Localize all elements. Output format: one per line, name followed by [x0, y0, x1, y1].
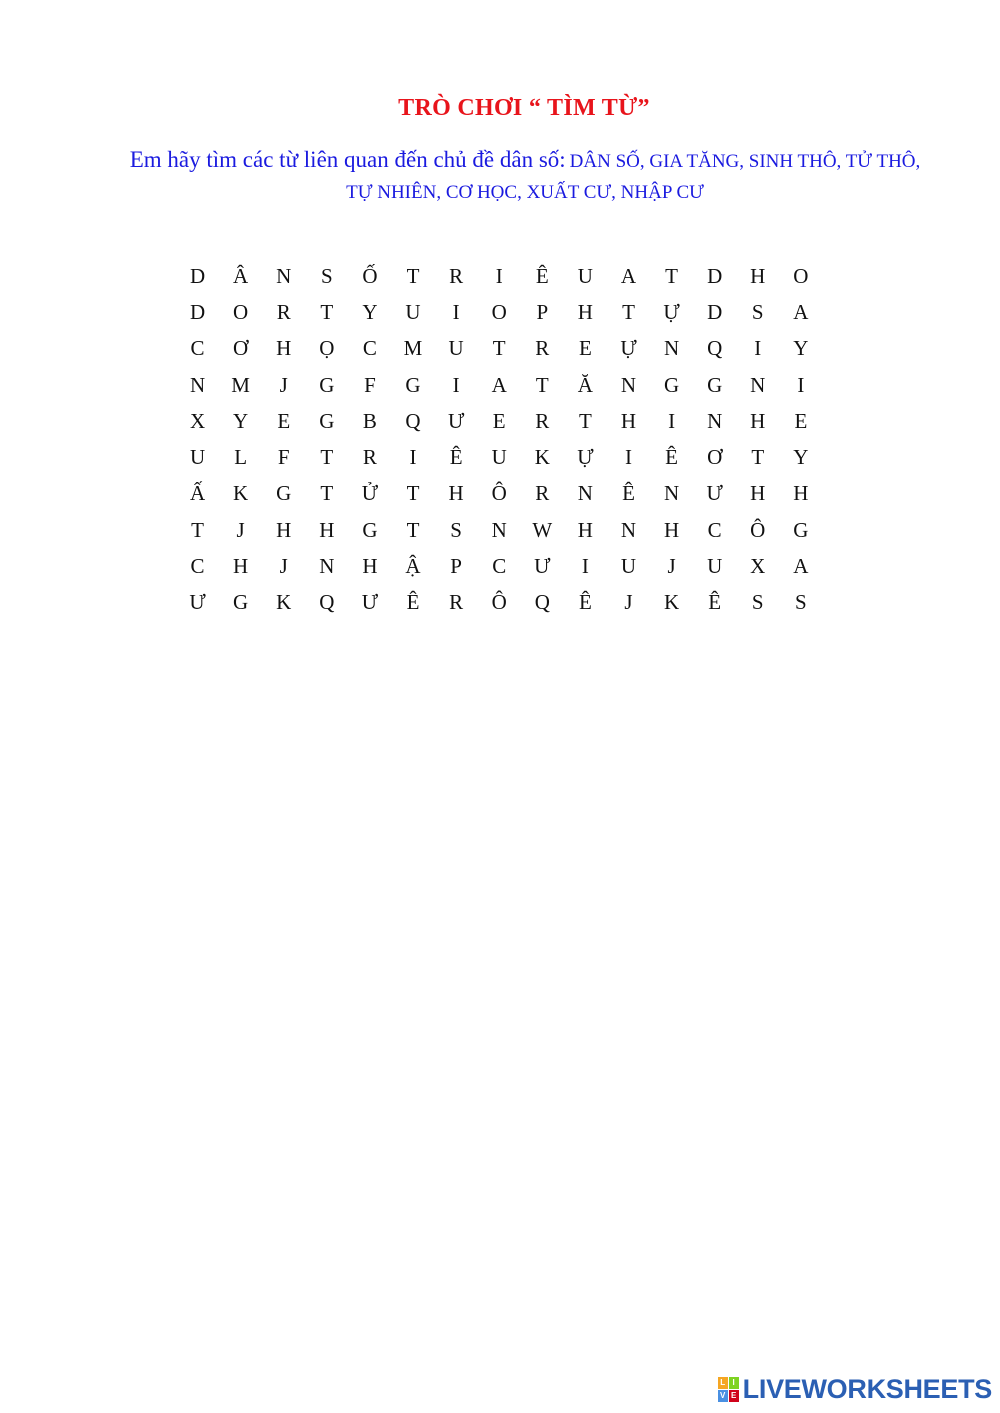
- grid-letter-cell[interactable]: Ê: [622, 481, 635, 506]
- grid-letter-cell[interactable]: R: [362, 445, 377, 470]
- grid-letter-cell[interactable]: O: [793, 263, 809, 288]
- grid-letter-cell[interactable]: E: [277, 408, 291, 433]
- grid-row: [176, 585, 822, 621]
- grid-letter-cell[interactable]: H: [362, 554, 378, 579]
- grid-letter-cell[interactable]: Ê: [449, 445, 463, 470]
- grid-letter-cell[interactable]: P: [450, 554, 462, 579]
- grid-letter-cell[interactable]: Ơ: [233, 336, 249, 361]
- grid-letter-cell[interactable]: K: [233, 481, 249, 506]
- grid-letter-cell[interactable]: R: [449, 263, 464, 288]
- grid-letter-cell[interactable]: J: [236, 517, 245, 542]
- grid-letter-cell[interactable]: Ư: [534, 554, 551, 579]
- grid-letter-cell[interactable]: C: [492, 554, 507, 579]
- liveworksheets-logo-icon: [718, 1377, 739, 1402]
- grid-letter-cell[interactable]: Y: [233, 408, 249, 433]
- grid-letter-cell[interactable]: N: [189, 372, 206, 397]
- grid-letter-cell[interactable]: Ê: [406, 590, 420, 615]
- grid-letter-cell[interactable]: S: [450, 517, 462, 542]
- grid-letter-cell[interactable]: Y: [793, 445, 809, 470]
- grid-letter-cell[interactable]: E: [492, 408, 506, 433]
- grid-letter-cell[interactable]: X: [750, 554, 766, 579]
- grid-letter-cell[interactable]: G: [707, 372, 723, 397]
- grid-letter-cell[interactable]: Ậ: [405, 554, 421, 579]
- grid-letter-cell[interactable]: I: [624, 445, 632, 470]
- grid-letter-cell[interactable]: H: [620, 408, 637, 433]
- grid-letter-cell[interactable]: H: [750, 263, 766, 288]
- grid-letter-cell[interactable]: Ư: [706, 481, 723, 506]
- grid-letter-cell[interactable]: G: [319, 408, 335, 433]
- grid-row: [176, 294, 822, 330]
- grid-row: [176, 331, 822, 367]
- grid-letter-cell[interactable]: I: [581, 554, 589, 579]
- grid-letter-cell[interactable]: H: [577, 517, 593, 542]
- grid-letter-cell[interactable]: J: [667, 554, 676, 579]
- grid-letter-cell[interactable]: T: [578, 408, 592, 433]
- grid-letter-cell[interactable]: Ự: [620, 336, 637, 361]
- grid-row: [176, 258, 822, 294]
- grid-letter-cell[interactable]: H: [319, 517, 335, 542]
- grid-letter-cell[interactable]: Â: [233, 263, 249, 288]
- grid-letter-cell[interactable]: G: [362, 517, 378, 542]
- grid-letter-cell[interactable]: C: [362, 336, 377, 361]
- grid-letter-cell[interactable]: G: [233, 590, 249, 615]
- grid-letter-cell[interactable]: I: [668, 408, 676, 433]
- grid-letter-cell[interactable]: U: [189, 445, 206, 470]
- grid-letter-cell[interactable]: O: [491, 299, 507, 324]
- grid-letter-cell[interactable]: F: [364, 372, 376, 397]
- liveworksheets-wordmark: LIVEWORKSHEETS: [742, 1374, 992, 1404]
- grid-letter-cell[interactable]: T: [406, 263, 420, 288]
- grid-letter-cell[interactable]: P: [536, 299, 549, 324]
- grid-letter-cell[interactable]: T: [320, 299, 334, 324]
- grid-letter-cell[interactable]: I: [797, 372, 805, 397]
- grid-letter-cell[interactable]: R: [535, 481, 550, 506]
- grid-letter-cell[interactable]: N: [577, 481, 593, 506]
- logo-letter: V: [718, 1390, 728, 1402]
- grid-letter-cell[interactable]: A: [491, 372, 507, 397]
- grid-letter-cell[interactable]: Ư: [189, 590, 206, 615]
- grid-letter-cell[interactable]: A: [620, 263, 637, 288]
- grid-letter-cell[interactable]: D: [707, 263, 723, 288]
- grid-letter-cell[interactable]: T: [665, 263, 678, 288]
- grid-letter-cell[interactable]: Ơ: [707, 445, 723, 470]
- grid-letter-cell[interactable]: Ê: [708, 590, 722, 615]
- instruction-word-list: DÂN SỐ, GIA TĂNG, SINH THÔ, TỬ THÔ, TỰ NHIÊN, CƠ HỌC, XUẤT CƯ, NHẬP CƯ: [346, 151, 921, 203]
- grid-letter-cell[interactable]: O: [233, 299, 249, 324]
- grid-letter-cell[interactable]: N: [707, 408, 723, 433]
- grid-letter-cell[interactable]: N: [319, 554, 335, 579]
- grid-letter-cell[interactable]: W: [532, 517, 553, 542]
- grid-letter-cell[interactable]: T: [191, 517, 204, 542]
- grid-letter-cell[interactable]: I: [409, 445, 417, 470]
- grid-letter-cell[interactable]: C: [707, 517, 722, 542]
- grid-letter-cell[interactable]: G: [276, 481, 292, 506]
- grid-letter-cell[interactable]: Ê: [665, 445, 678, 470]
- grid-letter-cell[interactable]: N: [276, 263, 292, 288]
- grid-letter-cell[interactable]: T: [406, 517, 420, 542]
- grid-letter-cell[interactable]: U: [448, 336, 464, 361]
- grid-letter-cell[interactable]: G: [319, 372, 335, 397]
- grid-letter-cell[interactable]: K: [276, 590, 292, 615]
- grid-letter-cell[interactable]: H: [276, 517, 292, 542]
- grid-letter-cell[interactable]: T: [622, 299, 635, 324]
- grid-row: [176, 476, 822, 512]
- grid-letter-cell[interactable]: H: [663, 517, 680, 542]
- grid-letter-cell[interactable]: G: [405, 372, 421, 397]
- grid-letter-cell[interactable]: H: [750, 408, 766, 433]
- grid-letter-cell[interactable]: I: [495, 263, 503, 288]
- grid-letter-cell[interactable]: N: [663, 336, 680, 361]
- grid-letter-cell[interactable]: Ô: [491, 590, 507, 615]
- grid-letter-cell[interactable]: Ọ: [319, 336, 335, 361]
- grid-letter-cell[interactable]: H: [448, 481, 464, 506]
- grid-row: [176, 439, 822, 475]
- grid-letter-cell[interactable]: H: [233, 554, 249, 579]
- grid-letter-cell[interactable]: U: [707, 554, 723, 579]
- grid-letter-cell[interactable]: T: [535, 372, 549, 397]
- word-search-grid: [176, 258, 822, 621]
- grid-letter-cell[interactable]: R: [535, 336, 550, 361]
- grid-letter-cell[interactable]: Ư: [361, 590, 379, 615]
- grid-letter-cell[interactable]: H: [276, 336, 292, 361]
- grid-letter-cell[interactable]: Y: [362, 299, 378, 324]
- grid-letter-cell[interactable]: S: [751, 590, 764, 615]
- grid-letter-cell[interactable]: Q: [319, 590, 335, 615]
- logo-letter: L: [718, 1377, 728, 1389]
- grid-letter-cell[interactable]: H: [750, 481, 766, 506]
- grid-letter-cell[interactable]: Ô: [750, 517, 766, 542]
- grid-letter-cell[interactable]: S: [320, 263, 333, 288]
- grid-letter-cell[interactable]: I: [452, 372, 460, 397]
- grid-letter-cell[interactable]: Ự: [577, 445, 594, 470]
- grid-letter-cell[interactable]: Ố: [362, 263, 378, 288]
- grid-letter-cell[interactable]: N: [620, 372, 637, 397]
- grid-letter-cell[interactable]: J: [624, 590, 633, 615]
- grid-letter-cell[interactable]: J: [279, 554, 288, 579]
- grid-letter-cell[interactable]: Ă: [577, 372, 593, 397]
- grid-letter-cell[interactable]: G: [793, 517, 809, 542]
- grid-row: [176, 548, 822, 584]
- grid-letter-cell[interactable]: Q: [534, 590, 550, 615]
- grid-letter-cell[interactable]: X: [189, 408, 206, 433]
- grid-letter-cell[interactable]: N: [620, 517, 637, 542]
- grid-letter-cell[interactable]: T: [320, 445, 334, 470]
- grid-letter-cell[interactable]: A: [793, 299, 809, 324]
- grid-letter-cell[interactable]: M: [231, 372, 250, 397]
- grid-row: [176, 403, 822, 439]
- grid-letter-cell[interactable]: E: [578, 336, 592, 361]
- grid-letter-cell[interactable]: D: [189, 263, 206, 288]
- grid-letter-cell[interactable]: H: [793, 481, 809, 506]
- grid-letter-cell[interactable]: I: [754, 336, 762, 361]
- grid-letter-cell[interactable]: T: [492, 336, 506, 361]
- grid-letter-cell[interactable]: Ê: [535, 263, 549, 288]
- logo-letter: I: [729, 1377, 739, 1389]
- grid-letter-cell[interactable]: N: [663, 481, 680, 506]
- grid-letter-cell[interactable]: K: [663, 590, 680, 615]
- grid-letter-cell[interactable]: K: [534, 445, 550, 470]
- grid-letter-cell[interactable]: M: [403, 336, 423, 361]
- grid-letter-cell[interactable]: Q: [707, 336, 723, 361]
- instruction-lead: Em hãy tìm các từ liên quan đến chủ đề dân số:: [129, 147, 566, 172]
- grid-letter-cell[interactable]: T: [751, 445, 765, 470]
- grid-row: [176, 512, 822, 548]
- grid-letter-cell[interactable]: Ự: [663, 299, 680, 324]
- grid-letter-cell[interactable]: I: [452, 299, 460, 324]
- grid-letter-cell[interactable]: Ử: [361, 481, 379, 506]
- grid-letter-cell[interactable]: N: [750, 372, 766, 397]
- grid-letter-cell[interactable]: H: [577, 299, 593, 324]
- grid-letter-cell[interactable]: R: [276, 299, 291, 324]
- logo-letter: E: [729, 1390, 739, 1402]
- grid-letter-cell[interactable]: T: [320, 481, 334, 506]
- grid-letter-cell[interactable]: D: [707, 299, 723, 324]
- grid-letter-cell[interactable]: B: [362, 408, 377, 433]
- grid-letter-cell[interactable]: E: [794, 408, 808, 433]
- grid-letter-cell[interactable]: Ô: [491, 481, 507, 506]
- grid-letter-cell[interactable]: C: [190, 554, 205, 579]
- grid-letter-cell[interactable]: T: [406, 481, 420, 506]
- grid-letter-cell[interactable]: G: [663, 372, 680, 397]
- grid-letter-cell[interactable]: R: [449, 590, 464, 615]
- grid-letter-cell[interactable]: U: [620, 554, 637, 579]
- grid-letter-cell[interactable]: A: [793, 554, 809, 579]
- grid-letter-cell[interactable]: Y: [793, 336, 809, 361]
- grid-row: [176, 367, 822, 403]
- grid-letter-cell[interactable]: U: [577, 263, 593, 288]
- grid-letter-cell[interactable]: U: [491, 445, 507, 470]
- grid-letter-cell[interactable]: Ê: [578, 590, 592, 615]
- liveworksheets-logo: [718, 1374, 992, 1405]
- grid-letter-cell[interactable]: Ấ: [189, 481, 206, 506]
- grid-letter-cell[interactable]: D: [189, 299, 206, 324]
- grid-letter-cell[interactable]: Ư: [447, 408, 465, 433]
- grid-letter-cell[interactable]: S: [751, 299, 764, 324]
- grid-letter-cell[interactable]: R: [535, 408, 550, 433]
- grid-letter-cell[interactable]: L: [234, 445, 248, 470]
- page-title: TRÒ CHƠI “ TÌM TỪ”: [398, 95, 650, 121]
- grid-letter-cell[interactable]: F: [277, 445, 290, 470]
- instruction: [120, 145, 930, 209]
- grid-letter-cell[interactable]: N: [491, 517, 507, 542]
- grid-letter-cell[interactable]: U: [405, 299, 421, 324]
- grid-letter-cell[interactable]: J: [279, 372, 288, 397]
- grid-letter-cell[interactable]: S: [795, 590, 807, 615]
- grid-letter-cell[interactable]: Q: [405, 408, 421, 433]
- grid-letter-cell[interactable]: C: [190, 336, 205, 361]
